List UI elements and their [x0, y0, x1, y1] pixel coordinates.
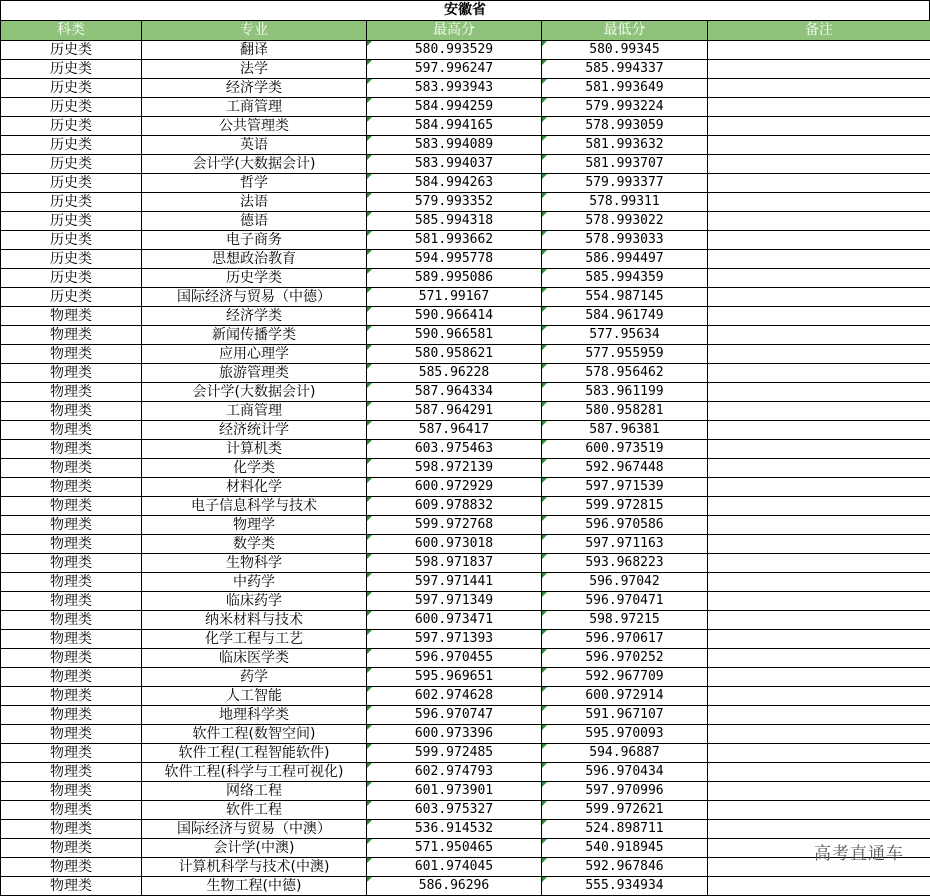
cell-category: 历史类: [1, 117, 142, 136]
cell-category: 物理类: [1, 535, 142, 554]
cell-category: 历史类: [1, 250, 142, 269]
table-row: [1, 288, 930, 307]
header-min-score: 最低分: [542, 21, 708, 41]
cell-category: 历史类: [1, 79, 142, 98]
cell-remarks: [708, 649, 930, 668]
cell-remarks: [708, 60, 930, 79]
cell-max-score: 571.950465: [367, 839, 542, 858]
cell-remarks: [708, 535, 930, 554]
cell-max-score: 601.974045: [367, 858, 542, 877]
cell-remarks: [708, 231, 930, 250]
table-row: [1, 858, 930, 877]
cell-min-score: 594.96887: [542, 744, 708, 763]
cell-remarks: [708, 421, 930, 440]
table-row: [1, 440, 930, 459]
cell-remarks: [708, 193, 930, 212]
cell-major: 软件工程(工程智能软件): [142, 744, 367, 763]
cell-remarks: [708, 250, 930, 269]
cell-max-score: 579.993352: [367, 193, 542, 212]
table-row: [1, 687, 930, 706]
cell-max-score: 583.994037: [367, 155, 542, 174]
cell-max-score: 598.971837: [367, 554, 542, 573]
cell-major: 工商管理: [142, 98, 367, 117]
cell-category: 物理类: [1, 801, 142, 820]
cell-max-score: 599.972768: [367, 516, 542, 535]
cell-major: 翻译: [142, 41, 367, 60]
cell-major: 经济学类: [142, 79, 367, 98]
cell-category: 物理类: [1, 668, 142, 687]
table-row: [1, 136, 930, 155]
cell-max-score: 584.994263: [367, 174, 542, 193]
cell-category: 物理类: [1, 307, 142, 326]
cell-major: 会计学(中澳): [142, 839, 367, 858]
cell-min-score: 585.994337: [542, 60, 708, 79]
table-row: [1, 611, 930, 630]
cell-remarks: [708, 630, 930, 649]
cell-category: 物理类: [1, 459, 142, 478]
cell-remarks: [708, 307, 930, 326]
cell-remarks: [708, 744, 930, 763]
cell-remarks: [708, 174, 930, 193]
table-row: [1, 801, 930, 820]
cell-min-score: 578.993033: [542, 231, 708, 250]
cell-major: 生物工程(中德): [142, 877, 367, 896]
table-row: [1, 649, 930, 668]
cell-max-score: 583.994089: [367, 136, 542, 155]
table-row: [1, 79, 930, 98]
table-row: [1, 383, 930, 402]
cell-max-score: 602.974793: [367, 763, 542, 782]
cell-category: 物理类: [1, 782, 142, 801]
cell-major: 软件工程: [142, 801, 367, 820]
cell-max-score: 597.971441: [367, 573, 542, 592]
cell-max-score: 584.994259: [367, 98, 542, 117]
cell-category: 历史类: [1, 174, 142, 193]
cell-max-score: 598.972139: [367, 459, 542, 478]
cell-min-score: 554.987145: [542, 288, 708, 307]
cell-min-score: 596.970434: [542, 763, 708, 782]
cell-category: 物理类: [1, 421, 142, 440]
table-row: [1, 155, 930, 174]
cell-major: 生物科学: [142, 554, 367, 573]
cell-category: 历史类: [1, 288, 142, 307]
cell-remarks: [708, 611, 930, 630]
table-row: [1, 725, 930, 744]
cell-remarks: [708, 79, 930, 98]
cell-major: 计算机科学与技术(中澳): [142, 858, 367, 877]
cell-max-score: 580.958621: [367, 345, 542, 364]
cell-min-score: 597.971539: [542, 478, 708, 497]
header-major: 专业: [142, 21, 367, 41]
cell-major: 计算机类: [142, 440, 367, 459]
cell-min-score: 578.993022: [542, 212, 708, 231]
cell-category: 物理类: [1, 592, 142, 611]
cell-major: 纳米材料与技术: [142, 611, 367, 630]
cell-remarks: [708, 497, 930, 516]
cell-max-score: 596.970455: [367, 649, 542, 668]
table-row: [1, 117, 930, 136]
cell-min-score: 597.971163: [542, 535, 708, 554]
cell-min-score: 581.993707: [542, 155, 708, 174]
cell-major: 地理科学类: [142, 706, 367, 725]
cell-major: 英语: [142, 136, 367, 155]
cell-major: 人工智能: [142, 687, 367, 706]
cell-remarks: [708, 383, 930, 402]
cell-category: 物理类: [1, 687, 142, 706]
cell-category: 物理类: [1, 516, 142, 535]
cell-remarks: [708, 98, 930, 117]
cell-max-score: 571.99167: [367, 288, 542, 307]
cell-max-score: 585.96228: [367, 364, 542, 383]
sheet-title: 安徽省: [0, 0, 930, 20]
cell-major: 软件工程(科学与工程可视化): [142, 763, 367, 782]
table-row: [1, 98, 930, 117]
cell-major: 材料化学: [142, 478, 367, 497]
cell-remarks: [708, 687, 930, 706]
table-row: [1, 478, 930, 497]
cell-major: 旅游管理类: [142, 364, 367, 383]
cell-category: 物理类: [1, 554, 142, 573]
cell-min-score: 599.972815: [542, 497, 708, 516]
cell-category: 物理类: [1, 877, 142, 896]
cell-max-score: 600.973018: [367, 535, 542, 554]
table-row: [1, 535, 930, 554]
cell-remarks: [708, 668, 930, 687]
cell-category: 物理类: [1, 820, 142, 839]
cell-min-score: 581.993649: [542, 79, 708, 98]
table-row: [1, 212, 930, 231]
cell-min-score: 592.967448: [542, 459, 708, 478]
cell-min-score: 596.97042: [542, 573, 708, 592]
cell-max-score: 584.994165: [367, 117, 542, 136]
table-row: [1, 839, 930, 858]
cell-max-score: 597.971393: [367, 630, 542, 649]
cell-category: 物理类: [1, 858, 142, 877]
cell-remarks: [708, 478, 930, 497]
cell-min-score: 591.967107: [542, 706, 708, 725]
cell-category: 历史类: [1, 155, 142, 174]
cell-max-score: 585.994318: [367, 212, 542, 231]
cell-major: 法学: [142, 60, 367, 79]
cell-min-score: 524.898711: [542, 820, 708, 839]
cell-remarks: [708, 801, 930, 820]
header-category: 科类: [1, 21, 142, 41]
cell-remarks: [708, 402, 930, 421]
cell-major: 临床医学类: [142, 649, 367, 668]
cell-category: 物理类: [1, 611, 142, 630]
cell-max-score: 600.973396: [367, 725, 542, 744]
cell-remarks: [708, 136, 930, 155]
table-row: [1, 326, 930, 345]
cell-min-score: 596.970617: [542, 630, 708, 649]
cell-remarks: [708, 592, 930, 611]
table-row: [1, 345, 930, 364]
table-row: [1, 41, 930, 60]
header-row: [1, 21, 930, 41]
cell-max-score: 587.964291: [367, 402, 542, 421]
cell-category: 物理类: [1, 364, 142, 383]
cell-major: 公共管理类: [142, 117, 367, 136]
cell-min-score: 579.993224: [542, 98, 708, 117]
table-row: [1, 592, 930, 611]
table-row: [1, 782, 930, 801]
cell-major: 经济统计学: [142, 421, 367, 440]
table-row: [1, 820, 930, 839]
cell-max-score: 603.975327: [367, 801, 542, 820]
watermark-text: 高考直通车: [814, 839, 904, 864]
cell-max-score: 589.995086: [367, 269, 542, 288]
cell-min-score: 587.96381: [542, 421, 708, 440]
cell-max-score: 603.975463: [367, 440, 542, 459]
cell-category: 历史类: [1, 193, 142, 212]
cell-remarks: [708, 820, 930, 839]
cell-major: 电子商务: [142, 231, 367, 250]
table-row: [1, 630, 930, 649]
cell-major: 化学类: [142, 459, 367, 478]
cell-category: 物理类: [1, 326, 142, 345]
cell-min-score: 592.967846: [542, 858, 708, 877]
cell-remarks: [708, 725, 930, 744]
cell-remarks: [708, 573, 930, 592]
cell-category: 历史类: [1, 136, 142, 155]
cell-remarks: [708, 155, 930, 174]
cell-min-score: 586.994497: [542, 250, 708, 269]
cell-min-score: 596.970471: [542, 592, 708, 611]
cell-max-score: 583.993943: [367, 79, 542, 98]
cell-max-score: 536.914532: [367, 820, 542, 839]
cell-min-score: 580.99345: [542, 41, 708, 60]
table-row: [1, 706, 930, 725]
table-row: [1, 364, 930, 383]
cell-min-score: 584.961749: [542, 307, 708, 326]
cell-category: 物理类: [1, 763, 142, 782]
cell-major: 历史学类: [142, 269, 367, 288]
cell-remarks: [708, 117, 930, 136]
table-row: [1, 174, 930, 193]
cell-major: 数学类: [142, 535, 367, 554]
table-row: [1, 250, 930, 269]
cell-remarks: [708, 706, 930, 725]
table-row: [1, 877, 930, 896]
table-row: [1, 269, 930, 288]
cell-max-score: 600.972929: [367, 478, 542, 497]
cell-min-score: 577.95634: [542, 326, 708, 345]
cell-major: 电子信息科学与技术: [142, 497, 367, 516]
table-row: [1, 763, 930, 782]
cell-major: 软件工程(数智空间): [142, 725, 367, 744]
cell-major: 国际经济与贸易（中德）: [142, 288, 367, 307]
cell-remarks: [708, 41, 930, 60]
cell-max-score: 590.966414: [367, 307, 542, 326]
cell-remarks: [708, 440, 930, 459]
cell-min-score: 580.958281: [542, 402, 708, 421]
cell-major: 思想政治教育: [142, 250, 367, 269]
cell-major: 经济学类: [142, 307, 367, 326]
cell-remarks: [708, 782, 930, 801]
cell-max-score: 586.96296: [367, 877, 542, 896]
cell-category: 物理类: [1, 345, 142, 364]
cell-max-score: 581.993662: [367, 231, 542, 250]
cell-major: 会计学(大数据会计): [142, 155, 367, 174]
scores-table: [0, 20, 930, 896]
cell-remarks: [708, 288, 930, 307]
cell-min-score: 600.972914: [542, 687, 708, 706]
cell-min-score: 583.961199: [542, 383, 708, 402]
cell-max-score: 609.978832: [367, 497, 542, 516]
cell-min-score: 578.99311: [542, 193, 708, 212]
cell-category: 物理类: [1, 649, 142, 668]
cell-remarks: [708, 516, 930, 535]
cell-max-score: 597.971349: [367, 592, 542, 611]
table-row: [1, 459, 930, 478]
cell-category: 物理类: [1, 402, 142, 421]
cell-category: 物理类: [1, 573, 142, 592]
header-max-score: 最高分: [367, 21, 542, 41]
cell-max-score: 596.970747: [367, 706, 542, 725]
table-row: [1, 402, 930, 421]
cell-category: 物理类: [1, 744, 142, 763]
table-row: [1, 668, 930, 687]
cell-min-score: 577.955959: [542, 345, 708, 364]
cell-min-score: 596.970252: [542, 649, 708, 668]
cell-remarks: [708, 212, 930, 231]
cell-major: 工商管理: [142, 402, 367, 421]
cell-remarks: [708, 554, 930, 573]
cell-max-score: 595.969651: [367, 668, 542, 687]
table-row: [1, 497, 930, 516]
cell-max-score: 590.966581: [367, 326, 542, 345]
cell-remarks: [708, 269, 930, 288]
cell-remarks: [708, 459, 930, 478]
cell-category: 物理类: [1, 630, 142, 649]
cell-major: 新闻传播学类: [142, 326, 367, 345]
cell-min-score: 596.970586: [542, 516, 708, 535]
cell-category: 历史类: [1, 98, 142, 117]
cell-min-score: 598.97215: [542, 611, 708, 630]
cell-major: 药学: [142, 668, 367, 687]
table-row: [1, 516, 930, 535]
cell-max-score: 594.995778: [367, 250, 542, 269]
cell-min-score: 578.956462: [542, 364, 708, 383]
table-row: [1, 231, 930, 250]
cell-major: 德语: [142, 212, 367, 231]
cell-major: 网络工程: [142, 782, 367, 801]
table-row: [1, 60, 930, 79]
cell-min-score: 578.993059: [542, 117, 708, 136]
cell-max-score: 599.972485: [367, 744, 542, 763]
cell-major: 物理学: [142, 516, 367, 535]
cell-major: 化学工程与工艺: [142, 630, 367, 649]
cell-category: 历史类: [1, 269, 142, 288]
cell-min-score: 593.968223: [542, 554, 708, 573]
cell-major: 应用心理学: [142, 345, 367, 364]
table-row: [1, 573, 930, 592]
cell-min-score: 600.973519: [542, 440, 708, 459]
table-row: [1, 744, 930, 763]
cell-category: 历史类: [1, 212, 142, 231]
cell-major: 会计学(大数据会计): [142, 383, 367, 402]
cell-category: 物理类: [1, 706, 142, 725]
cell-max-score: 597.996247: [367, 60, 542, 79]
cell-max-score: 587.96417: [367, 421, 542, 440]
cell-min-score: 585.994359: [542, 269, 708, 288]
cell-min-score: 597.970996: [542, 782, 708, 801]
table-row: [1, 421, 930, 440]
cell-min-score: 555.934934: [542, 877, 708, 896]
cell-min-score: 595.970093: [542, 725, 708, 744]
cell-category: 历史类: [1, 231, 142, 250]
cell-remarks: [708, 877, 930, 896]
table-row: [1, 193, 930, 212]
cell-remarks: [708, 364, 930, 383]
cell-remarks: [708, 345, 930, 364]
cell-max-score: 602.974628: [367, 687, 542, 706]
cell-remarks: [708, 763, 930, 782]
cell-category: 物理类: [1, 725, 142, 744]
cell-min-score: 581.993632: [542, 136, 708, 155]
cell-remarks: [708, 326, 930, 345]
cell-max-score: 601.973901: [367, 782, 542, 801]
cell-min-score: 540.918945: [542, 839, 708, 858]
table-row: [1, 307, 930, 326]
cell-max-score: 587.964334: [367, 383, 542, 402]
cell-max-score: 600.973471: [367, 611, 542, 630]
cell-category: 物理类: [1, 839, 142, 858]
table-row: [1, 554, 930, 573]
cell-category: 物理类: [1, 383, 142, 402]
table-body: [1, 41, 930, 896]
cell-major: 临床药学: [142, 592, 367, 611]
cell-major: 中药学: [142, 573, 367, 592]
cell-category: 历史类: [1, 60, 142, 79]
cell-max-score: 580.993529: [367, 41, 542, 60]
header-remarks: 备注: [708, 21, 930, 41]
cell-category: 物理类: [1, 440, 142, 459]
cell-min-score: 579.993377: [542, 174, 708, 193]
cell-category: 物理类: [1, 478, 142, 497]
cell-major: 哲学: [142, 174, 367, 193]
cell-category: 历史类: [1, 41, 142, 60]
cell-min-score: 599.972621: [542, 801, 708, 820]
cell-major: 法语: [142, 193, 367, 212]
cell-category: 物理类: [1, 497, 142, 516]
cell-major: 国际经济与贸易（中澳）: [142, 820, 367, 839]
cell-min-score: 592.967709: [542, 668, 708, 687]
